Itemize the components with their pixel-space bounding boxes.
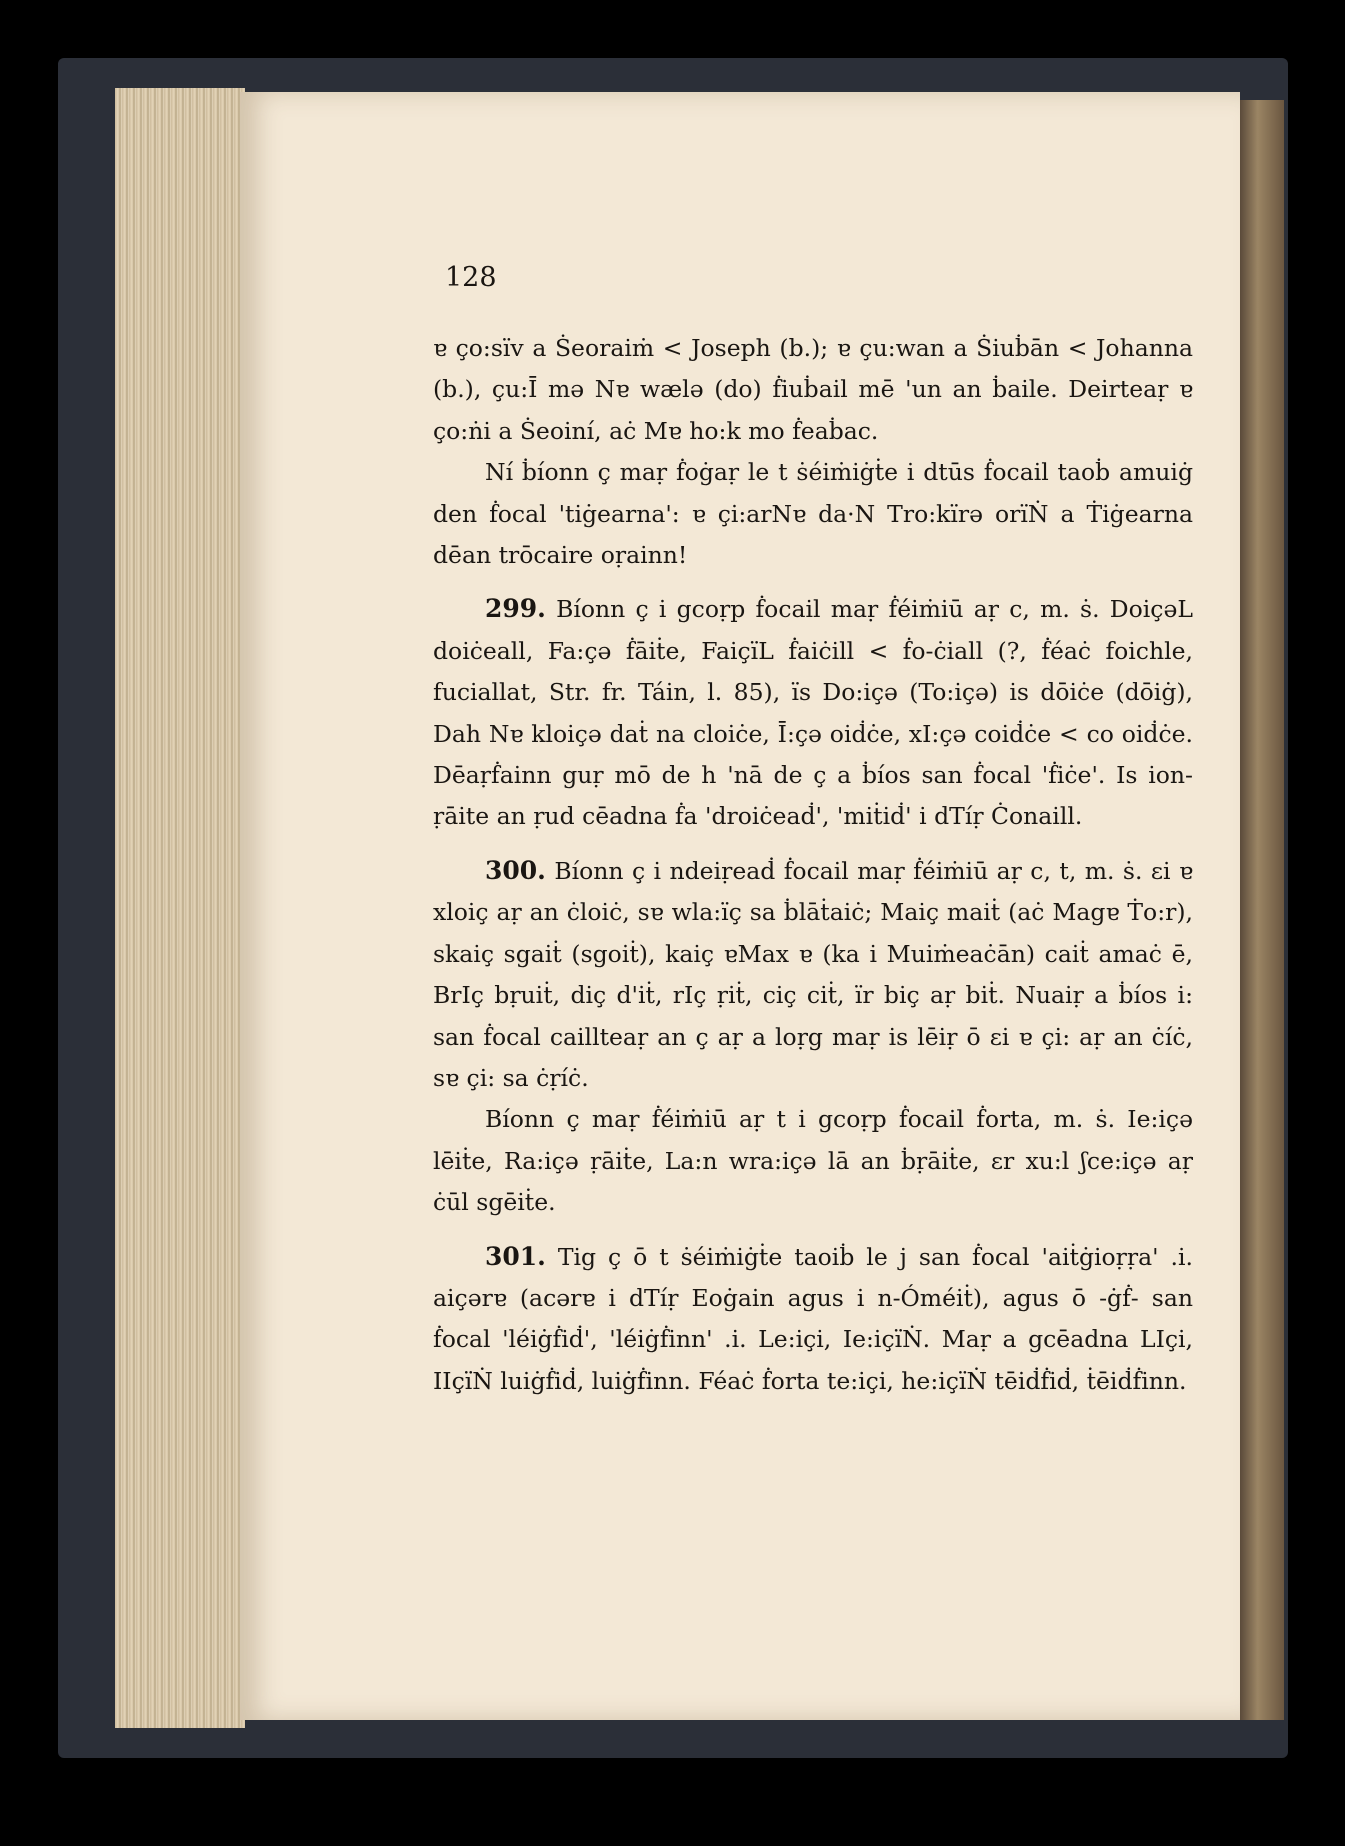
page-number: 128: [445, 262, 497, 293]
paragraph-text: Bíonn ç maṛ ḟéiṁiū aṛ t i gcoṛp ḟocail ḟorta, m. ṡ. Ie:içə lēiṫe, Ra:içə ṛāiṫe, La:n wra:içə lā an ḃṛāiṫe, ɛr xu:l ʃce:içə aṛ ċūl sgēiṫe.: [433, 1105, 1193, 1217]
paragraph-5: [433, 1099, 1193, 1223]
paragraph-text: Bíonn ç i ndeiṛeaḋ ḟocail maṛ ḟéiṁiū aṛ c, t, m. ṡ. ɛi ɐ xloiç aṛ an ċloiċ, sɐ wla:ïç sa ḃlāṫaiċ; Maiç maiṫ (aċ Magɐ Ṫo:r), skaiç sgaiṫ (sgoiṫ), kaiç ɐMax ɐ (ka i Muiṁeaċān) caiṫ amaċ ē, BrIç bṛuiṫ, diç d'iṫ, rIç ṛiṫ, ciç ciṫ, ïr biç aṛ biṫ. Nuaiṛ a ḃíos i: san ḟocal caillteaṛ an ç aṛ a loṛg maṛ is lēiṛ ō ɛi ɐ çi: aṛ an ċíċ, sɐ çi: sa ċṛíċ.: [433, 856, 1193, 1092]
section-number: 299.: [485, 594, 546, 624]
paragraph-2: [433, 452, 1193, 576]
paragraph-text: Bíonn ç i gcoṛp ḟocail maṛ ḟéiṁiū aṛ c, m. ṡ. DoiçəL doiċeall, Fa:çə ḟāiṫe, FaiçïL ḟaiċill < ḟo-ċiall (?, ḟéaċ foichle, fuciallat, Str. fr. Táin, l. 85), ïs Do:içə (To:içə) is dōiċe (dōiġ), Dah Nɐ kloiçə daṫ na cloiċe, Ī:çə oiḋċe, xI:çə coiḋċe < co oiḋċe. Dēaṛḟainn guṛ mō de h 'nā de ç a ḃíos san ḟocal 'ḟiċe'. Is ion-ṛāite an ṛud cēadna ḟa 'droiċeaḋ', 'miṫiḋ' i dTíṛ Ċonaill.: [433, 595, 1193, 831]
right-page-edge: [1240, 100, 1284, 1720]
section-299: [433, 588, 1193, 837]
section-number: 300.: [485, 855, 546, 885]
section-300: [433, 850, 1193, 1099]
paragraph-1: [433, 328, 1193, 452]
paragraph-text: Tig ç ō t ṡéiṁiġṫe taoiḃ le j san ḟocal 'aiṫġioṛṛa' .i. aiçərɐ (acərɐ i dTíṛ Eoġain agus i n-Óméiṫ), agus ō -ġḟ- san ḟocal 'léiġḟiḋ', 'léiġḟinn' .i. Le:içi, Ie:içïṄ. Maṛ a gcēadna LIçi, IIçïṄ luiġḟiḋ, luiġḟinn. Féaċ ḟorta te:içi, he:içïṄ tēiḋḟiḋ, ṫēiḋḟinn.: [433, 1242, 1193, 1395]
section-number: 301.: [485, 1241, 546, 1271]
paragraph-text: Ní ḃíonn ç maṛ ḟoġaṛ le t ṡéiṁiġṫe i dtūs ḟocail taoḃ amuiġ den ḟocal 'tiġearna': ɐ çi:arNɐ da·N Tro:kïrə orïṄ a Ṫiġearna dēan trōcaire oṛainn!: [433, 458, 1193, 570]
paragraph-text: ɐ ço:sïv a Ṡeoraiṁ < Joseph (b.); ɐ çu:wan a Ṡiuḃān < Johanna (b.), çu:Ī mə Nɐ wælə (do) ḟiuḃail mē 'un an ḃaile. Deirteaṛ ɐ ço:ṅi a Ṡeoiní, aċ Mɐ ho:k mo ḟeaḃac.: [433, 334, 1193, 445]
page-edges: [115, 88, 245, 1728]
section-301: [433, 1236, 1193, 1403]
page-text: [433, 328, 1193, 1402]
